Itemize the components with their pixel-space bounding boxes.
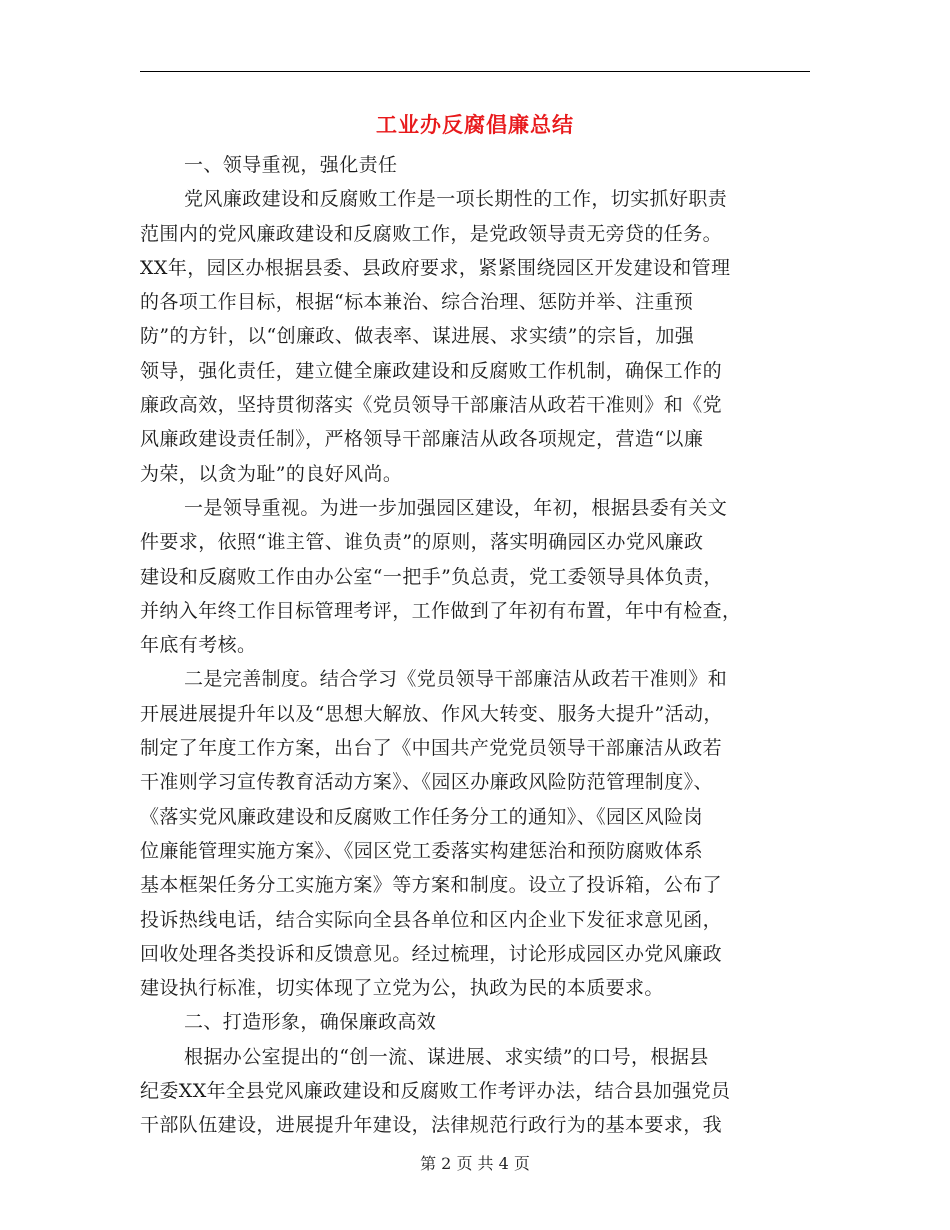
paragraph-line: 一是领导重视。为进一步加强园区建设，年初，根据县委有关文 [184,496,728,519]
paragraph-line: 为荣，以贪为耻”的良好风尚。 [140,462,403,485]
paragraph-line: 开展进展提升年以及“思想大解放、作风大转变、服务大提升”活动， [140,702,723,725]
paragraph-line: 建设执行标准，切实体现了立党为公，执政为民的本质要求。 [140,977,664,1000]
paragraph-line: 投诉热线电话，结合实际向全县各单位和区内企业下发征求意见函， [140,908,723,931]
section-heading: 一、领导重视，强化责任 [184,154,398,176]
paragraph-line: 二是完善制度。结合学习《党员领导干部廉洁从政若干准则》和 [184,668,728,691]
page-indicator: 第 2 页 共 4 页 [420,1154,530,1173]
paragraph-line: 风廉政建设责任制》，严格领导干部廉洁从政各项规定，营造“以廉 [140,428,704,451]
paragraph-line: 廉政高效，坚持贯彻落实《党员领导干部廉洁从政若干准则》和《党 [140,394,723,417]
paragraph-line: 党风廉政建设和反腐败工作是一项长期性的工作，切实抓好职责 [184,188,728,211]
paragraph-line: 的各项工作目标，根据“标本兼治、综合治理、惩防并举、注重预 [140,291,694,314]
paragraph-line: 领导，强化责任，建立健全廉政建设和反腐败工作机制，确保工作的 [140,359,723,382]
paragraph-line: XX年，园区办根据县委、县政府要求，紧紧围绕园区开发建设和管理 [140,256,731,279]
paragraph-line: 防”的方针，以“创廉政、做表率、谋进展、求实绩”的宗旨，加强 [140,325,695,348]
document-body [140,148,810,1143]
paragraph-line: 回收处理各类投诉和反馈意见。经过梳理，讨论形成园区办党风廉政 [140,942,723,965]
paragraph-line: 制定了年度工作方案，出台了《中国共产党党员领导干部廉洁从政若 [140,737,723,760]
paragraph-line: 件要求，依照“谁主管、谁负责”的原则，落实明确园区办党风廉政 [140,531,704,554]
paragraph-line: 纪委XX年全县党风廉政建设和反腐败工作考评办法，结合县加强党员 [140,1080,731,1103]
paragraph-line: 基本框架任务分工实施方案》等方案和制度。设立了投诉箱，公布了 [140,874,723,897]
paragraph-line: 根据办公室提出的“创一流、谋进展、求实绩”的口号，根据县 [184,1045,709,1068]
paragraph-line: 《落实党风廉政建设和反腐败工作任务分工的通知》、《园区风险岗 [140,805,704,828]
paragraph-line: 位廉能管理实施方案》、《园区党工委落实构建惩治和预防腐败体系 [140,839,704,862]
paragraph-line: 并纳入年终工作目标管理考评，工作做到了年初有布置，年中有检查， [140,599,742,622]
paragraph-line: 年底有考核。 [140,634,257,657]
paragraph-line: 建设和反腐败工作由办公室“一把手”负总责，党工委领导具体负责， [140,565,723,588]
paragraph-line: 干部队伍建设，进展提升年建设，法律规范行政行为的基本要求，我 [140,1114,723,1137]
document-title: 工业办反腐倡廉总结 [376,112,574,137]
paragraph-line: 范围内的党风廉政建设和反腐败工作，是党政领导责无旁贷的任务。 [140,222,723,245]
paragraph-line: 干准则学习宣传教育活动方案》、《园区办廉政风险防范管理制度》、 [140,771,713,794]
section-heading: 二、打造形象，确保廉政高效 [184,1011,437,1034]
header-rule [140,71,810,72]
